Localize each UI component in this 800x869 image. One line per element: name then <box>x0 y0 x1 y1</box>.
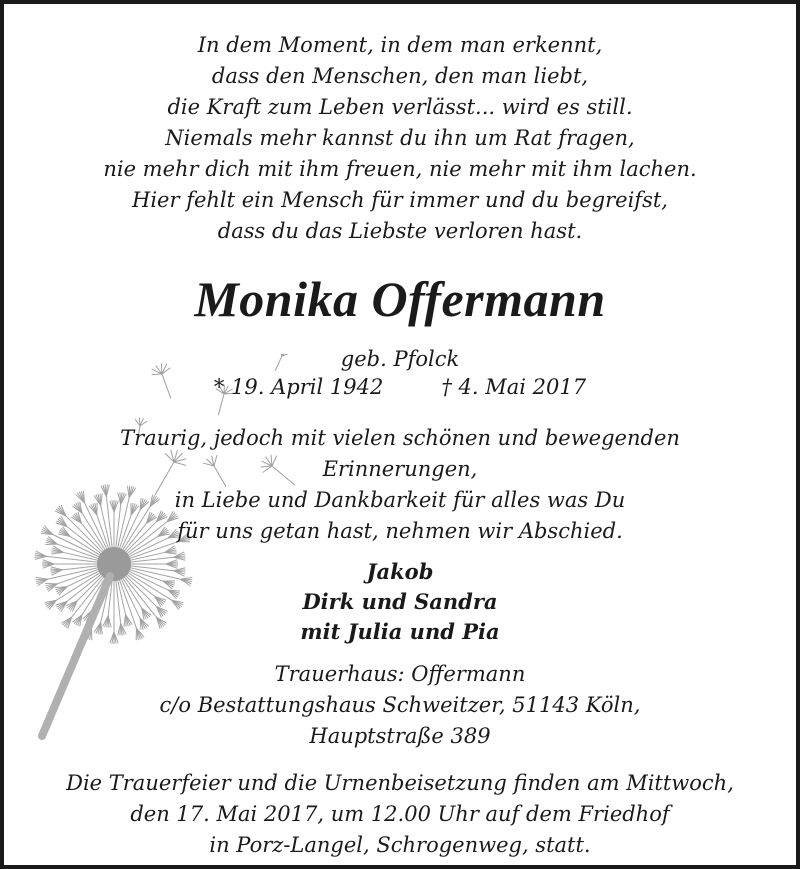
family-member: Jakob <box>366 559 434 584</box>
farewell-line: Traurig, jedoch mit vielen schönen und bewegenden <box>120 426 680 450</box>
ceremony-line: den 17. Mai 2017, um 12.00 Uhr auf dem Friedhof <box>130 802 670 826</box>
birth-name: geb. Pfolck <box>340 347 460 371</box>
ceremony-line: in Porz-Langel, Schrogenweg, statt. <box>209 833 591 857</box>
farewell-text <box>4 423 796 547</box>
family-signatures <box>4 557 796 647</box>
farewell-line: in Liebe und Dankbarkeit für alles was Du <box>174 488 626 512</box>
mourning-house-address <box>4 659 796 752</box>
address-line: c/o Bestattungshaus Schweitzer, 51143 Köln, <box>159 693 641 717</box>
deceased-name: Monika Offermann <box>194 271 606 327</box>
poem-line: Hier fehlt ein Mensch für immer und du begreifst, <box>132 188 668 212</box>
poem-verse <box>4 30 796 247</box>
poem-line: Niemals mehr kannst du ihn um Rat fragen, <box>165 126 635 150</box>
poem-line: dass den Menschen, den man liebt, <box>211 64 589 88</box>
birth-date: * 19. April 1942 <box>213 375 384 399</box>
ceremony-line: Die Trauerfeier und die Urnenbeisetzung finden am Mittwoch, <box>66 771 734 795</box>
poem-line: die Kraft zum Leben verlässt... wird es still. <box>167 95 633 119</box>
poem-line: In dem Moment, in dem man erkennt, <box>197 33 603 57</box>
family-member: mit Julia und Pia <box>300 619 500 644</box>
death-date: † 4. Mai 2017 <box>441 375 587 399</box>
poem-line: nie mehr dich mit ihm freuen, nie mehr mit ihm lachen. <box>103 157 697 181</box>
farewell-line: Erinnerungen, <box>322 457 478 481</box>
address-line: Hauptstraße 389 <box>309 724 491 748</box>
poem-line: dass du das Liebste verloren hast. <box>217 219 583 243</box>
family-member: Dirk und Sandra <box>302 589 498 614</box>
address-line: Trauerhaus: Offermann <box>274 662 526 686</box>
farewell-line: für uns getan hast, nehmen wir Abschied. <box>177 519 623 543</box>
life-dates <box>4 373 796 401</box>
ceremony-notice <box>4 768 796 861</box>
